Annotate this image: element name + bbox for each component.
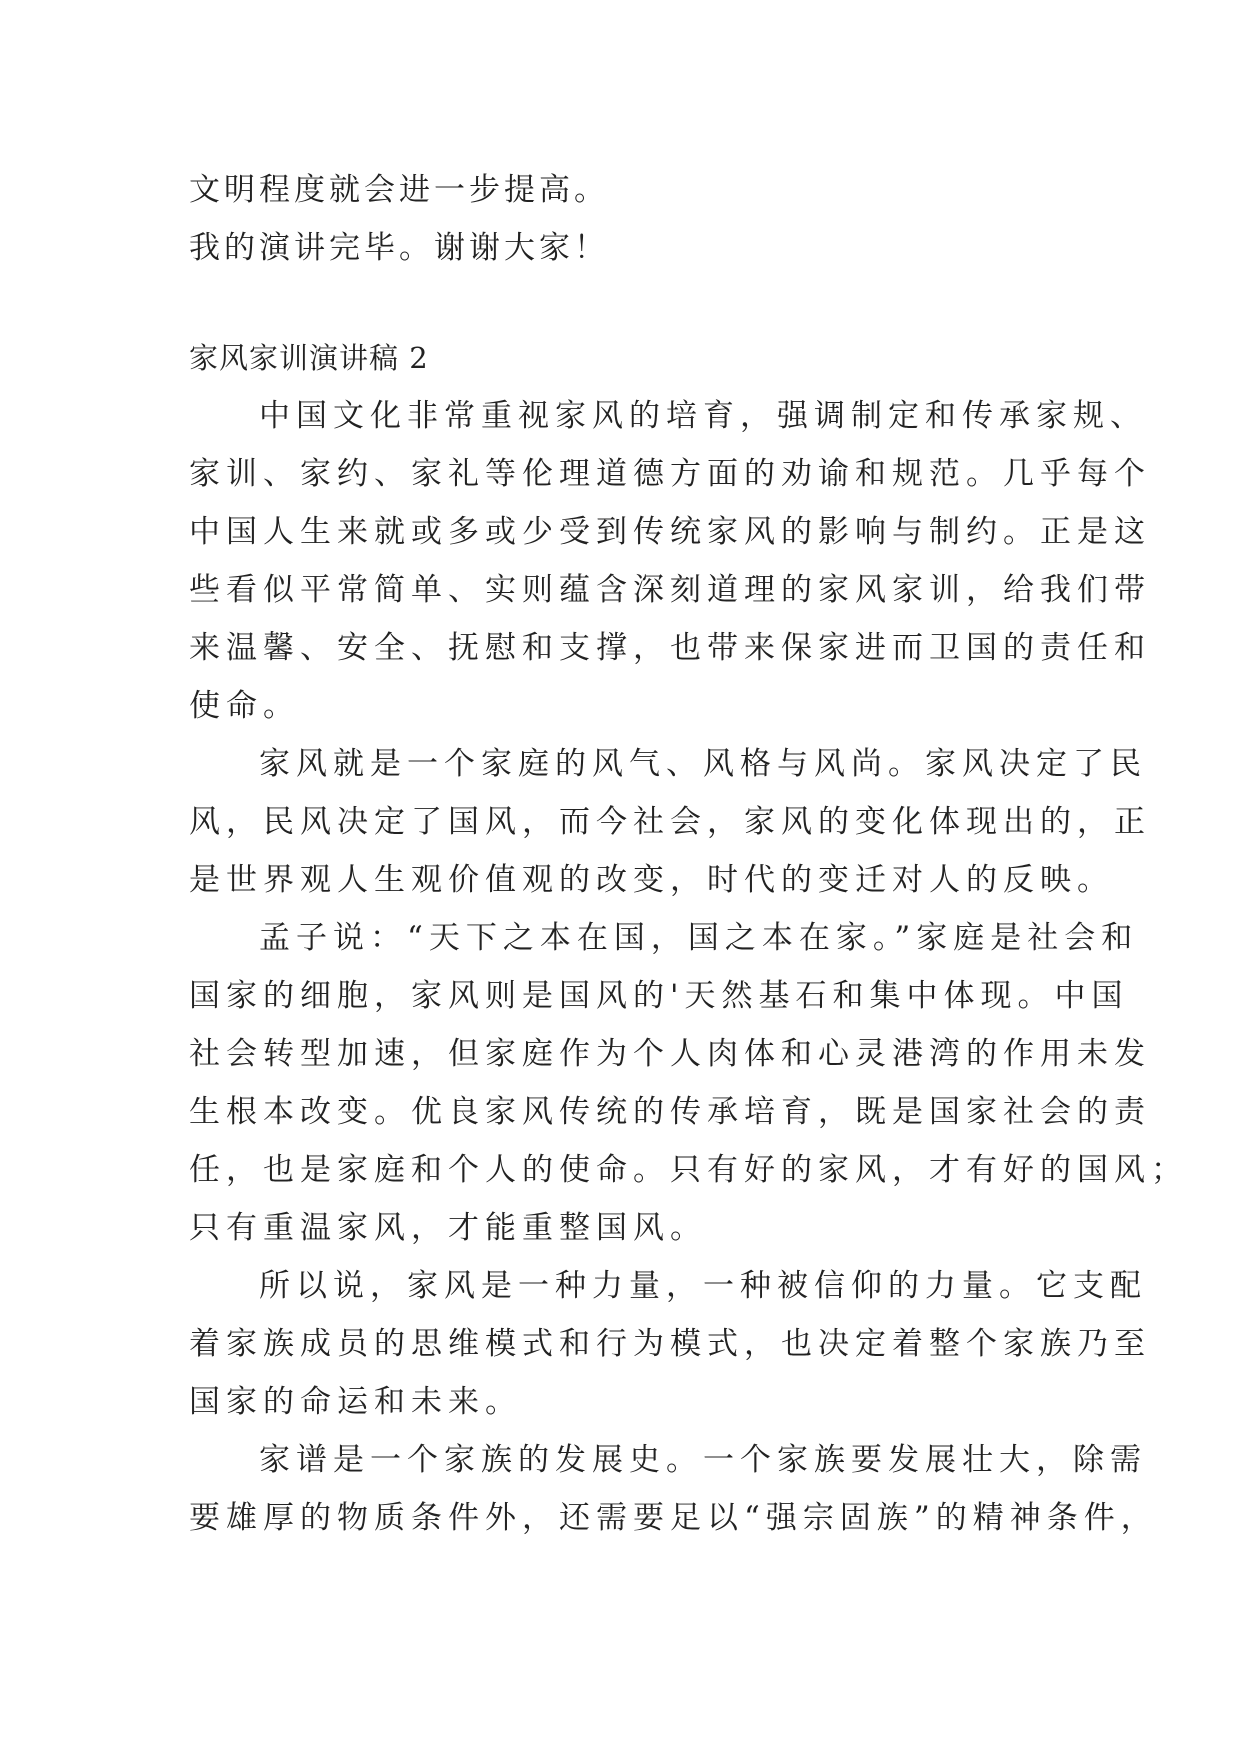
text-line: 家训、家约、家礼等伦理道德方面的劝谕和规范。几乎每个 [189,456,1151,492]
text-line: 我的演讲完毕。谢谢大家！ [189,230,609,266]
text-line: 孟子说：“天下之本在国，国之本在家。”家庭是社会和 [259,920,1139,956]
text-line: 来温馨、安全、抚慰和支撑，也带来保家进而卫国的责任和 [189,630,1151,666]
text-line: 中国人生来就或多或少受到传统家风的影响与制约。正是这 [189,514,1151,550]
text-line: 文明程度就会进一步提高。 [189,172,609,208]
text-line: 家风就是一个家庭的风气、风格与风尚。家风决定了民 [259,746,1147,782]
text-line: 社会转型加速，但家庭作为个人肉体和心灵港湾的作用未发 [189,1036,1151,1072]
section-title: 家风家训演讲稿 2 [189,341,429,375]
text-line: 只有重温家风，才能重整国风。 [189,1210,707,1246]
text-line: 中国文化非常重视家风的培育，强调制定和传承家规、 [259,398,1147,434]
text-line: 生根本改变。优良家风传统的传承培育，既是国家社会的责 [189,1094,1151,1130]
text-line: 家谱是一个家族的发展史。一个家族要发展壮大，除需 [259,1442,1147,1478]
paragraph [189,1431,1158,1547]
text-line: 任，也是家庭和个人的使命。只有好的家风，才有好的国风； [189,1152,1188,1188]
text-line: 些看似平常简单、实则蕴含深刻道理的家风家训，给我们带 [189,572,1151,608]
text-line: 是世界观人生观价值观的改变，时代的变迁对人的反映。 [189,862,1114,898]
text-line: 国家的细胞，家风则是国风的'天然基石和集中体现。中国 [189,978,1129,1014]
text-line: 使命。 [189,688,300,724]
paragraph [189,387,1151,735]
paragraph [189,735,1151,909]
paragraph [189,909,1188,1257]
text-line: 国家的命运和未来。 [189,1384,522,1420]
text-line: 着家族成员的思维模式和行为模式，也决定着整个家族乃至 [189,1326,1151,1362]
text-line: 要雄厚的物质条件外，还需要足以“强宗固族”的精神条件， [189,1500,1158,1536]
document-body [189,161,1188,1547]
text-line: 风，民风决定了国风，而今社会，家风的变化体现出的，正 [189,804,1151,840]
paragraph [189,1257,1151,1431]
text-line: 所以说，家风是一种力量，一种被信仰的力量。它支配 [259,1268,1147,1304]
